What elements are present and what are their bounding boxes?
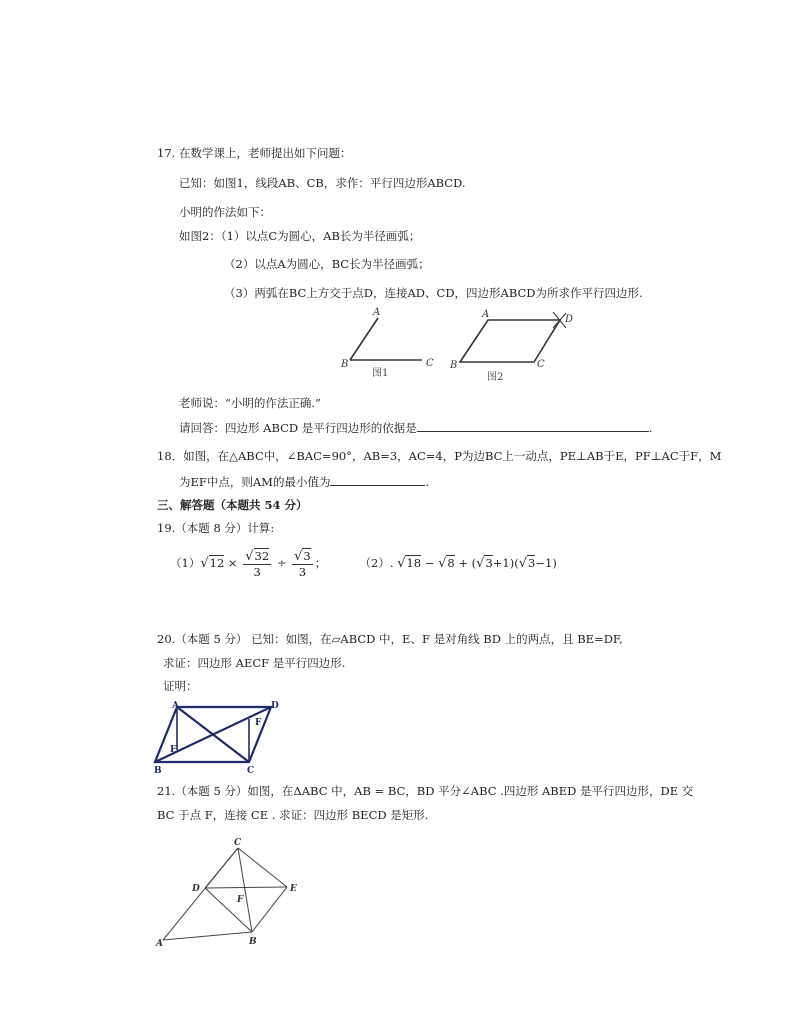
fig1-caption: 图1: [372, 368, 389, 379]
q21-label-d: D: [192, 884, 200, 894]
fig1-label-a: A: [373, 307, 381, 318]
fig2-label-a: A: [482, 309, 490, 320]
q18-answer-blank[interactable]: [330, 473, 425, 486]
q17-step3: （3）两弧在BC上方交于点D，连接AD、CD，四边形ABCD为所求作平行四边形.: [224, 286, 643, 300]
q19-expressions: （1）√12 × $\frac{√32}{3}$ ÷ $\frac{√3}{3}$ ； （2）. √18 − √8 + (√3+1)(√3−1): [170, 549, 557, 579]
q17-end: .: [648, 421, 653, 435]
q17-intro: [157, 145, 351, 161]
one-a: 1: [502, 556, 510, 570]
q19-sqrt3a: 3: [485, 556, 493, 570]
q20-label-a: A: [172, 701, 179, 711]
frac1-den: 3: [253, 565, 261, 579]
fig2-label-b: B: [450, 360, 458, 371]
q17-question: [179, 419, 652, 436]
q19-p1-label: （1）: [170, 556, 201, 570]
q20-line1: 20.（本题 5 分） 已知：如图，在▱ABCD 中，E、F 是对角线 BD 上的两点，且 BE=DF,: [157, 632, 623, 646]
q21-line2: BC 于点 F，连接 CE . 求证：四边形 BECD 是矩形.: [157, 808, 429, 822]
fig2-caption: 图2: [487, 372, 504, 383]
fig2: [460, 312, 566, 362]
fig1-label-b: B: [341, 359, 349, 370]
div-sign: ÷: [276, 556, 287, 570]
q17-number: 17.: [157, 146, 176, 160]
q21-label-f: F: [237, 895, 244, 905]
q17-step2: （2）以点A为圆心，BC长为半径画弧；: [224, 257, 430, 271]
q20-label-c: C: [247, 766, 255, 776]
fig1-label-c: C: [426, 358, 434, 369]
frac2-den: 3: [298, 565, 307, 579]
times-sign: ×: [227, 556, 238, 570]
q20-line3: 证明：: [163, 679, 198, 693]
q20-label-f: F: [255, 718, 262, 728]
q20-figure: [155, 707, 271, 762]
q18-end: .: [425, 475, 430, 489]
fig2-label-c: C: [537, 359, 545, 370]
q19-title: 19.（本题 8 分）计算:: [157, 521, 275, 535]
q21-label-e: E: [290, 884, 297, 894]
q19-frac1: $\frac{√32}{3}$: [245, 549, 270, 579]
q19-sqrt18: 18: [406, 556, 422, 570]
fig1: [350, 318, 422, 360]
one-b: 1: [545, 556, 553, 570]
q20-line2: 求证：四边形 AECF 是平行四边形.: [163, 656, 346, 670]
q19-sqrt3b: 3: [528, 556, 536, 570]
q17-teacher: 老师说：“小明的作法正确.”: [179, 396, 321, 410]
minus-sign-2: −: [535, 556, 545, 570]
q17-intro-text: 在数学课上，老师提出如下问题：: [178, 146, 352, 160]
q21-line1: 21.（本题 5 分）如图，在ΔABC 中，AB = BC，BD 平分∠ABC .四边形 ABED 是平行四边形，DE 交: [157, 784, 694, 798]
q19-p2-label: （2）.: [359, 556, 394, 570]
fig2-label-d: D: [565, 314, 574, 325]
q19-sqrt8: 8: [447, 556, 455, 570]
q19-sqrt12: 12: [209, 556, 225, 570]
q21-figure: [163, 848, 287, 940]
q21-label-a: A: [156, 939, 163, 949]
q20-label-b: B: [154, 766, 162, 776]
plus-sign-2: +: [492, 556, 503, 570]
q17-answer-blank[interactable]: [417, 419, 649, 432]
q18-line2-text: 为EF中点，则AM的最小值为: [179, 475, 331, 489]
q17-step1: 如图2：（1）以点C为圆心，AB长为半径画弧；: [179, 229, 421, 243]
frac1-num: 32: [254, 549, 270, 563]
q17-known: 已知：如图1，线段AB、CB，求作：平行四边形ABCD.: [179, 176, 466, 190]
q18-line2: [179, 473, 429, 490]
minus-sign: −: [424, 556, 435, 570]
q17-method-title: 小明的作法如下：: [179, 205, 271, 219]
q20-label-e: E: [170, 745, 177, 755]
q17-question-text: 请回答：四边形 ABCD 是平行四边形的依据是: [179, 421, 417, 435]
q21-label-b: B: [249, 937, 257, 947]
q18-line1: 18．如图，在△ABC中，∠BAC=90°，AB=3，AC=4，P为边BC上一动点，PE⊥AB于E，PF⊥AC于F，M: [157, 449, 722, 463]
q19-frac2: $\frac{√3}{3}$: [294, 549, 311, 579]
semicolon: ；: [314, 556, 327, 570]
section3-heading: 三、解答题（本题共 54 分）: [157, 498, 308, 512]
plus-sign: +: [458, 556, 468, 570]
frac2-num: 3: [303, 549, 311, 563]
q21-label-c: C: [234, 838, 242, 848]
q20-label-d: D: [271, 701, 279, 711]
